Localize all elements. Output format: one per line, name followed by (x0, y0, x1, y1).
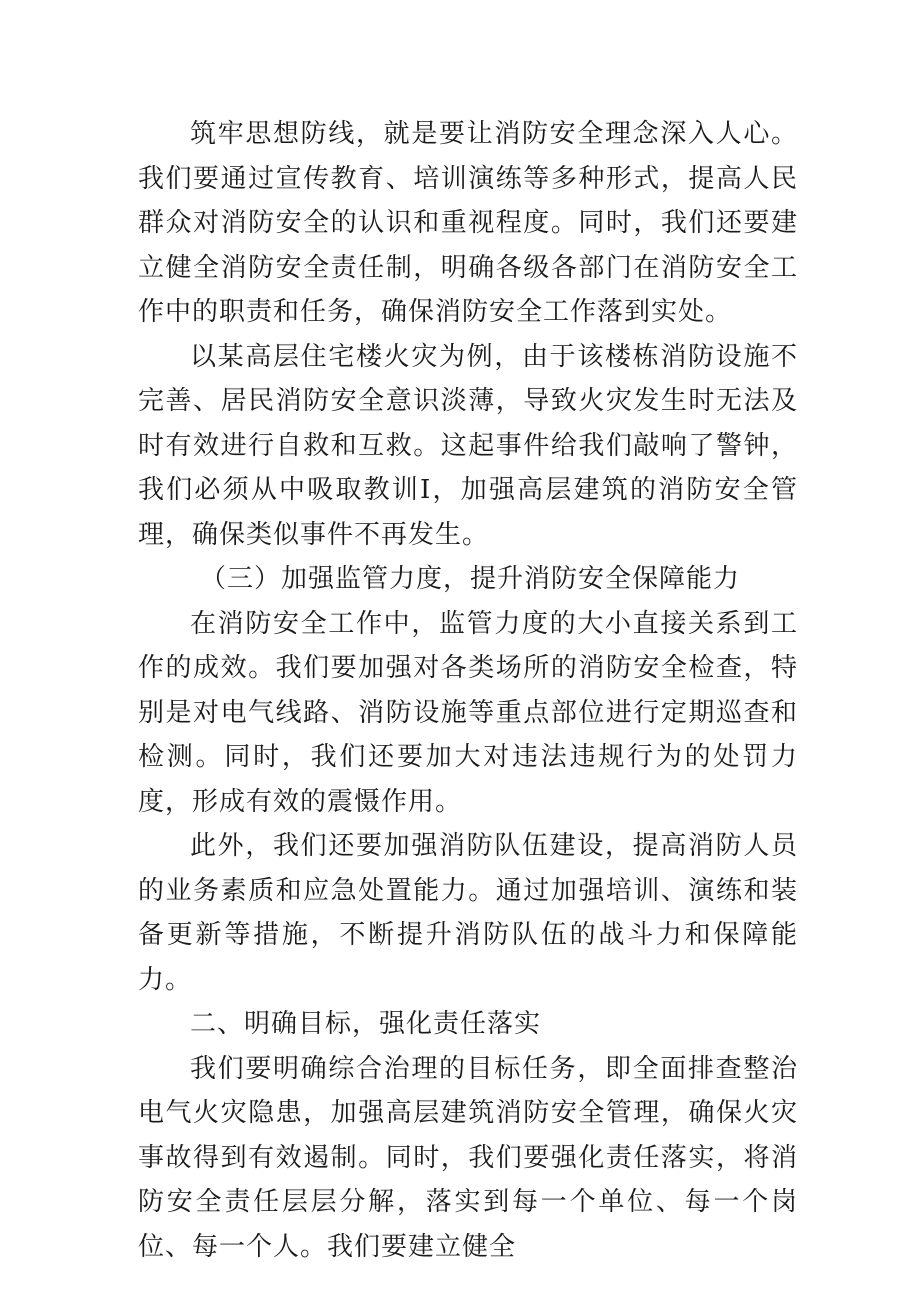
paragraph-fire-brigade-building: 此外，我们还要加强消防队伍建设，提高消防人员的业务素质和应急处置能力。通过加强培训、演练和装备更新等措施，不断提升消防队伍的战斗力和保障能力。 (138, 831, 798, 995)
paragraph-ideological-defense: 筑牢思想防线，就是要让消防安全理念深入人心。我们要通过宣传教育、培训演练等多种形式，提高人民群众对消防安全的认识和重视程度。同时，我们还要建立健全消防安全责任制，明确各级各部门在消防安全工作中的职责和任务，确保消防安全工作落到实处。 (138, 119, 798, 327)
paragraph-goals-responsibility: 我们要明确综合治理的目标任务，即全面排查整治电气火灾隐患，加强高层建筑消防安全管理，确保火灾事故得到有效遏制。同时，我们要强化责任落实，将消防安全责任层层分解，落实到每一个单位、每一个岗位、每一个人。我们要建立健全 (138, 1053, 798, 1262)
document-body (138, 112, 798, 1269)
paragraph-supervision-strength: 在消防安全工作中，监管力度的大小直接关系到工作的成效。我们要加强对各类场所的消防安全检查，特别是对电气线路、消防设施等重点部位进行定期巡查和检测。同时，我们还要加大对违法违规行为的处罚力度，形成有效的震慑作用。 (138, 608, 798, 817)
section-subheading-supervision: （三）加强监管力度，提升消防安全保障能力 (200, 564, 741, 594)
paragraph-high-rise-fire-example: 以某高层住宅楼火灾为例，由于该楼栋消防设施不完善、居民消防安全意识淡薄，导致火灾发生时无法及时有效进行自救和互救。这起事件给我们敲响了警钟，我们必须从中吸取教训I，加强高层建筑的消防安全管理，确保类似事件不再发生。 (138, 341, 798, 550)
section-heading-clear-goals: 二、明确目标，强化责任落实 (190, 1009, 542, 1039)
